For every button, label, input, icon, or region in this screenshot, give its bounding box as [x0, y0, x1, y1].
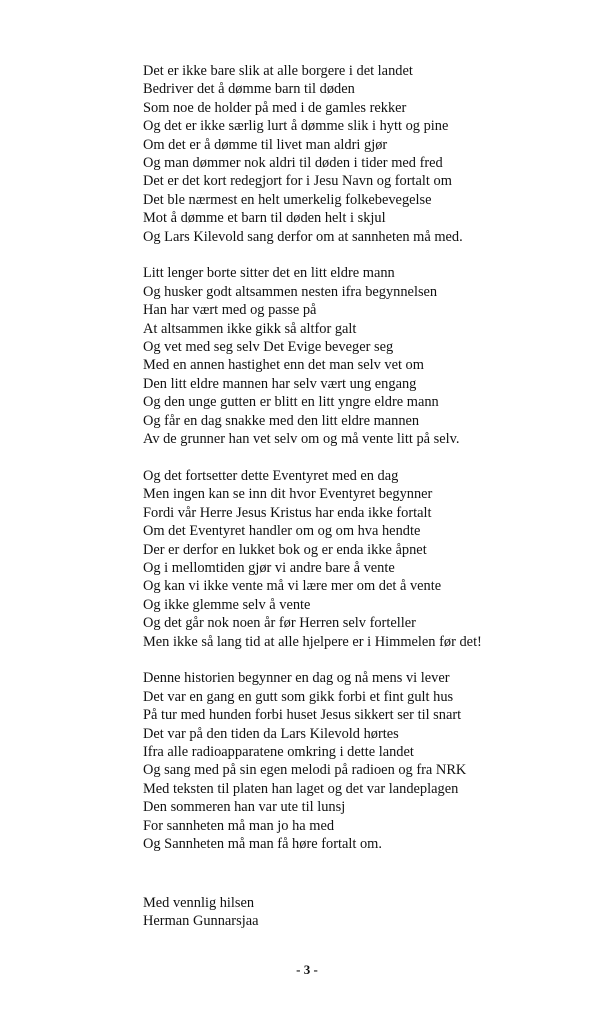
poem-line: Han har vært med og passe på — [143, 302, 317, 319]
poem-line: Det er ikke bare slik at alle borgere i det landet — [143, 63, 413, 79]
poem-line: Og får en dag snakke med den litt eldre mannen — [143, 412, 420, 429]
poem-line: Det var en gang en gutt som gikk forbi et fint gult hus — [143, 688, 454, 705]
poem-line: Denne historien begynner en dag og nå mens vi lever — [143, 670, 450, 687]
poem-line: Og vet med seg selv Det Evige beveger seg — [143, 339, 394, 356]
poem-line: Og ikke glemme selv å vente — [143, 596, 311, 613]
stanza-2 — [143, 264, 583, 448]
signature-name: Herman Gunnarsjaa — [143, 913, 259, 930]
poem-line: Men ingen kan se inn dit hvor Eventyret begynner — [143, 486, 433, 503]
poem-line: Og Lars Kilevold sang derfor om at sannheten må med. — [143, 228, 463, 245]
poem-line: Med teksten til platen han laget og det var landeplagen — [143, 780, 459, 797]
poem-line: Det var på den tiden da Lars Kilevold hørtes — [143, 725, 399, 742]
poem-line: Der er derfor en lukket bok og er enda ikke åpnet — [143, 541, 427, 558]
poem-line: Og Sannheten må man få høre fortalt om. — [143, 836, 382, 853]
poem-line: Ifra alle radioapparatene omkring i dette landet — [143, 743, 414, 760]
poem-line: Fordi vår Herre Jesus Kristus har enda ikke fortalt — [143, 504, 432, 521]
poem-line: Det er det kort redegjort for i Jesu Navn og fortalt om — [143, 173, 452, 190]
poem-line: For sannheten må man jo ha med — [143, 817, 335, 834]
stanza-1 — [143, 62, 583, 246]
poem-line: På tur med hunden forbi huset Jesus sikkert ser til snart — [143, 707, 462, 724]
poem-line: Som noe de holder på med i de gamles rekker — [143, 99, 407, 116]
poem-line: Den litt eldre mannen har selv vært ung engang — [143, 375, 417, 392]
poem-line: Om det er å dømme til livet man aldri gjør — [143, 136, 388, 153]
stanza-4 — [143, 669, 583, 853]
poem-line: Og det er ikke særlig lurt å dømme slik i hytt og pine — [143, 118, 449, 135]
poem-line: Og det går nok noen år før Herren selv forteller — [143, 615, 416, 632]
stanza-3 — [143, 467, 583, 651]
poem-line: Med en annen hastighet enn det man selv vet om — [143, 357, 424, 374]
poem-line: Og kan vi ikke vente må vi lære mer om det å vente — [143, 578, 442, 595]
poem-line: Og man dømmer nok aldri til døden i tider med fred — [143, 155, 443, 172]
poem-line: Litt lenger borte sitter det en litt eldre mann — [143, 265, 395, 282]
page-number: - 3 - — [296, 962, 318, 977]
closing-block — [143, 894, 258, 931]
poem-line: At altsammen ikke gikk så altfor galt — [143, 320, 357, 337]
poem-line: Bedriver det å dømme barn til døden — [143, 81, 355, 98]
poem-line: Og det fortsetter dette Eventyret med en dag — [143, 467, 399, 484]
poem-line: Og i mellomtiden gjør vi andre bare å vente — [143, 559, 395, 576]
poem-line: Av de grunner han vet selv om og må vente litt på selv. — [143, 431, 460, 448]
poem-line: Mot å dømme et barn til døden helt i skjul — [143, 210, 386, 227]
poem-line: Og sang med på sin egen melodi på radioen og fra NRK — [143, 762, 467, 779]
poem-line: Den sommeren han var ute til lunsj — [143, 799, 346, 816]
poem-line: Og husker godt altsammen nesten ifra begynnelsen — [143, 283, 438, 300]
poem-line: Og den unge gutten er blitt en litt yngre eldre mann — [143, 394, 439, 411]
poem-line: Men ikke så lang tid at alle hjelpere er i Himmelen før det! — [143, 633, 482, 650]
closing-greeting: Med vennlig hilsen — [143, 895, 255, 911]
poem-body — [143, 62, 583, 853]
poem-line: Det ble nærmest en helt umerkelig folkebevegelse — [143, 191, 432, 208]
poem-line: Om det Eventyret handler om og om hva hendte — [143, 523, 421, 540]
